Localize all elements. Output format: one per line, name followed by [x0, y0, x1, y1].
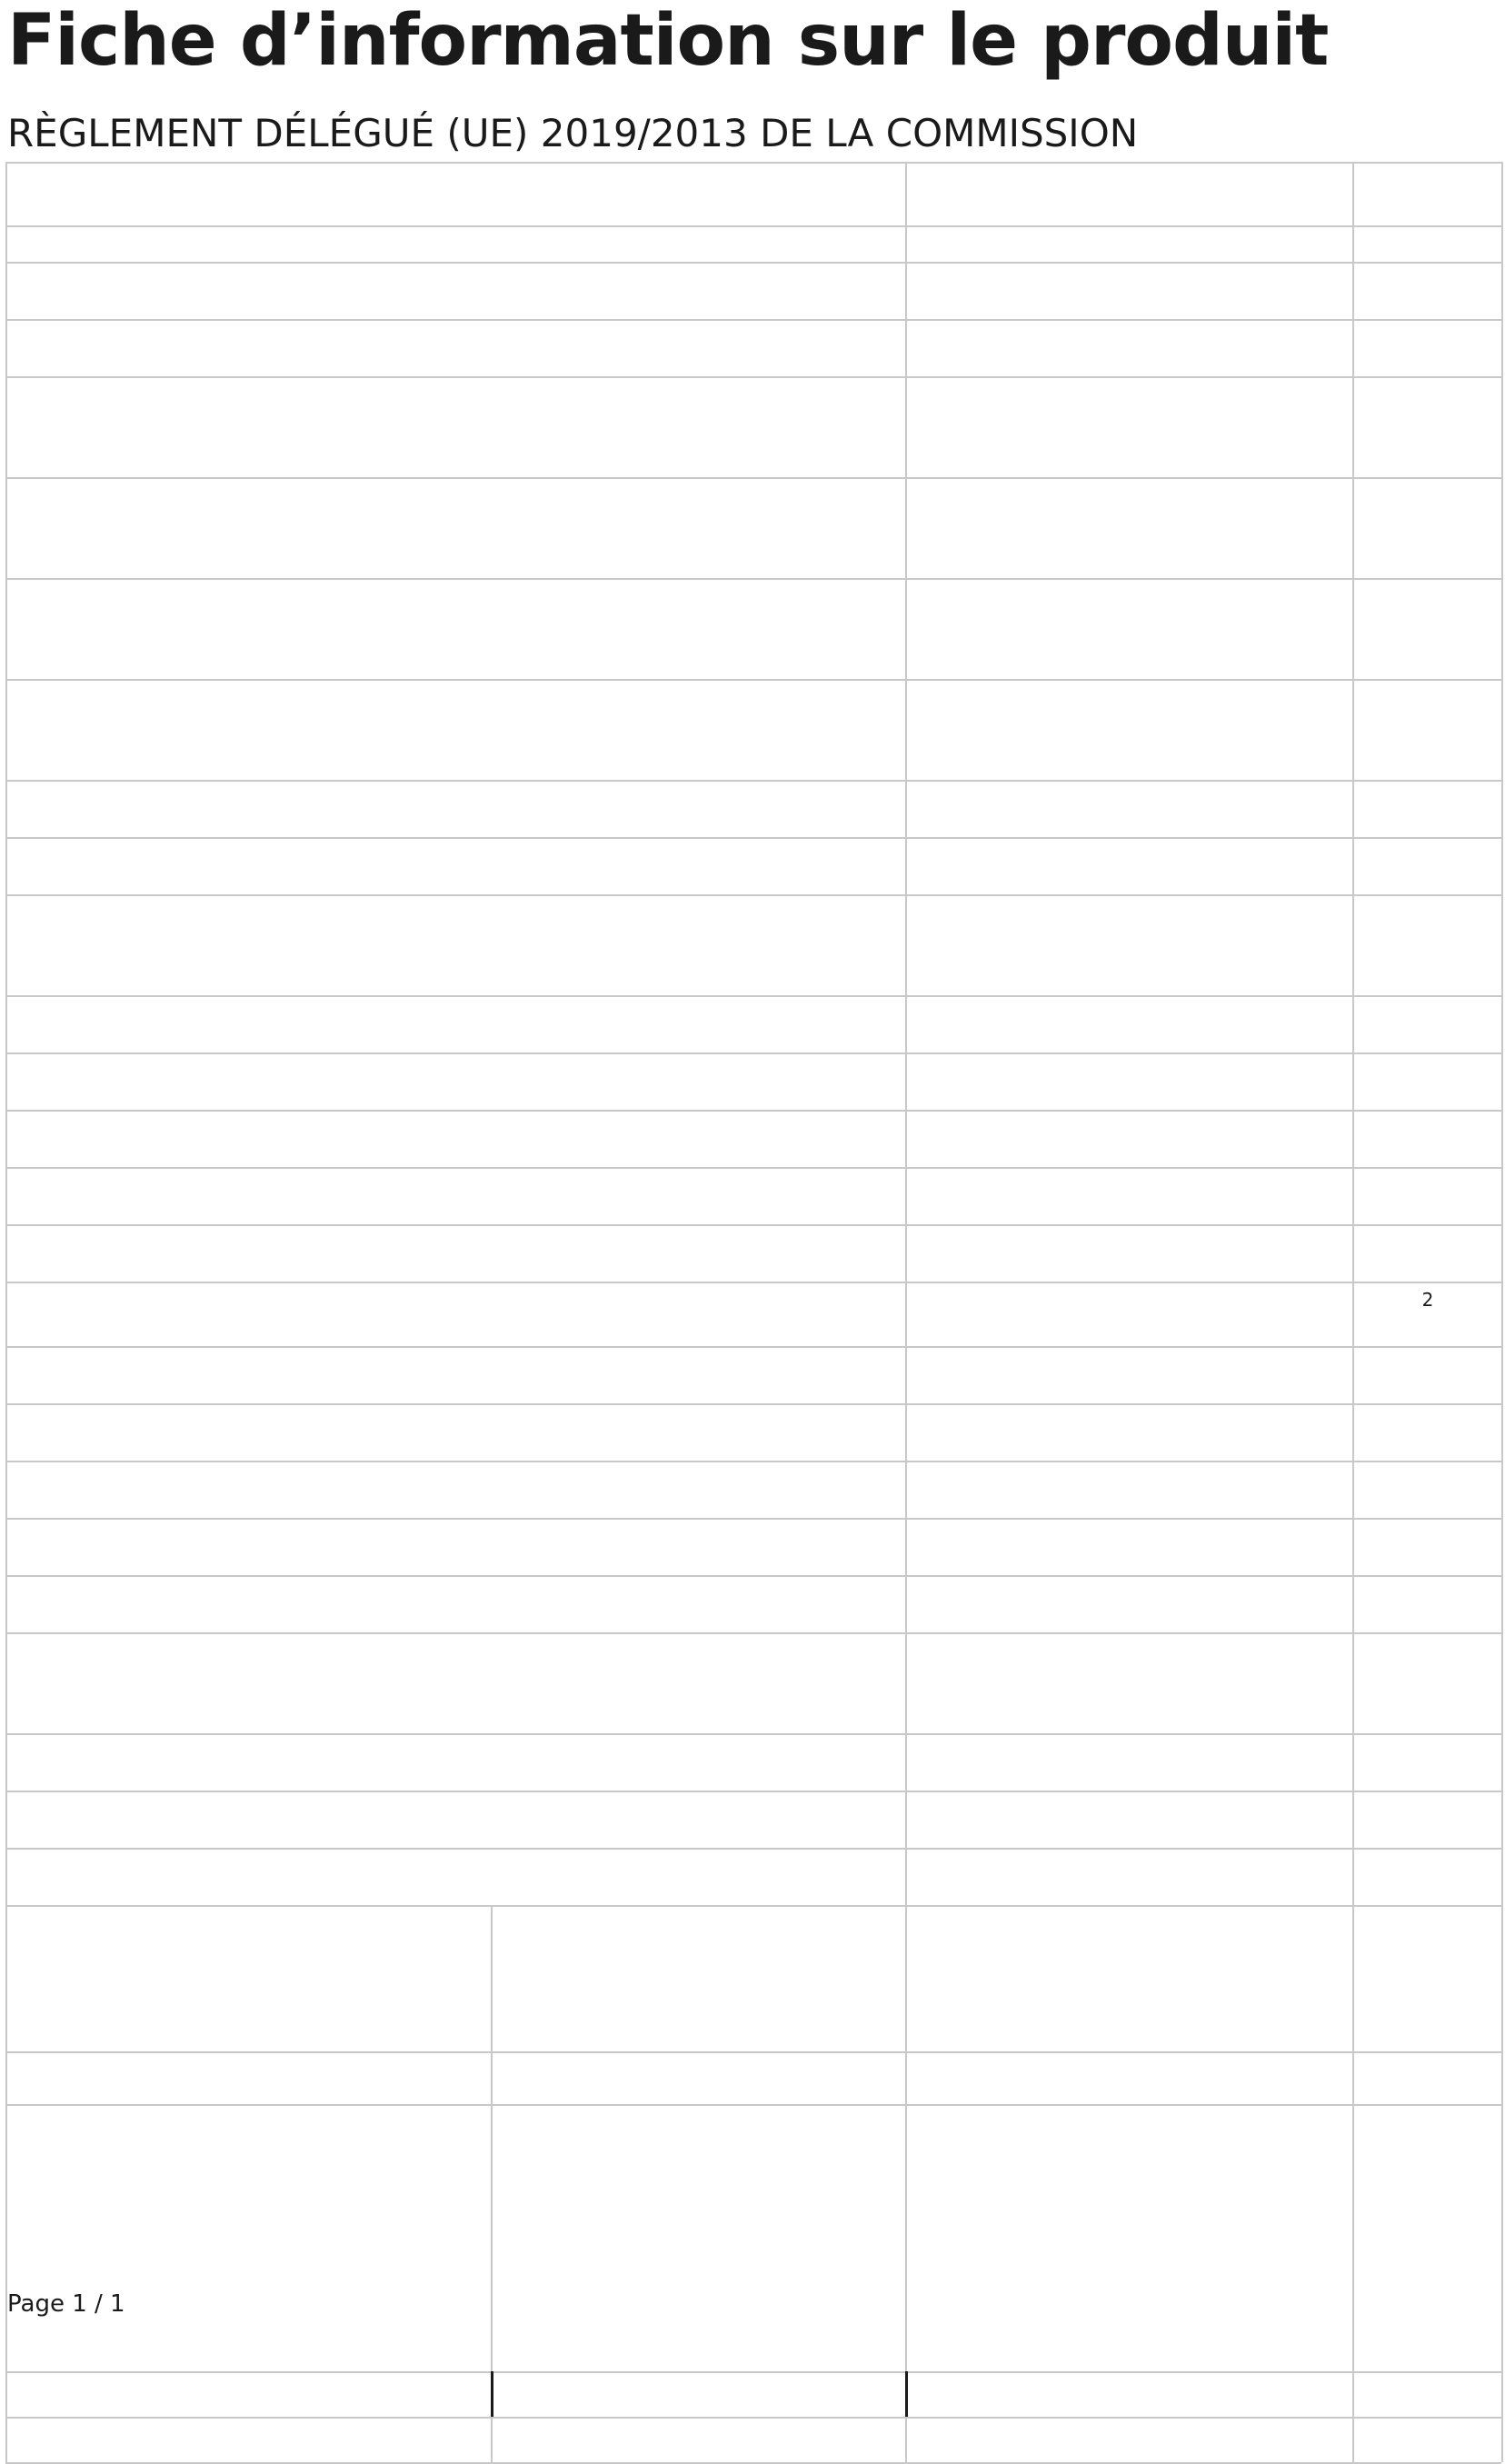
row-divider	[5, 1224, 1501, 1226]
row-divider	[5, 2104, 1501, 2106]
unit-superscript: 2	[1421, 1288, 1434, 1311]
row-unit	[1291, 1288, 1505, 1349]
row-divider	[5, 1575, 1501, 1577]
row-divider	[5, 1518, 1501, 1520]
row-divider	[5, 679, 1501, 681]
row-divider	[5, 477, 1501, 479]
row-divider	[5, 1848, 1501, 1850]
regulation-subtitle: RÈGLEMENT DÉLÉGUÉ (UE) 2019/2013 DE LA COMMISSION	[7, 111, 1139, 155]
row-divider	[5, 1461, 1501, 1462]
column-divider	[1352, 162, 1354, 2462]
row-divider	[5, 995, 1501, 997]
row-divider	[5, 2051, 1501, 2053]
row-divider	[5, 1791, 1501, 1792]
column-divider	[1501, 162, 1503, 2462]
column-divider	[905, 162, 907, 2462]
row-divider	[5, 1110, 1501, 1112]
page-title: Fiche d’information sur le produit	[7, 0, 1329, 82]
column-divider	[5, 162, 7, 2462]
row-divider	[5, 2371, 1501, 2373]
row-divider	[5, 2417, 1501, 2419]
row-divider	[5, 780, 1501, 782]
row-divider	[5, 376, 1501, 378]
row-divider	[5, 225, 1501, 227]
row-divider	[5, 162, 1501, 164]
column-divider	[905, 2371, 908, 2417]
row-divider	[5, 319, 1501, 321]
row-divider	[5, 1052, 1501, 1054]
row-divider	[5, 1632, 1501, 1634]
row-divider	[5, 1346, 1501, 1348]
row-divider	[5, 1403, 1501, 1405]
row-divider	[5, 578, 1501, 580]
page-footer: Page 1 / 1	[7, 2290, 125, 2318]
row-divider	[5, 1905, 1501, 1907]
row-divider	[5, 1733, 1501, 1735]
row-divider	[5, 262, 1501, 264]
column-divider	[491, 2371, 493, 2417]
row-divider	[5, 1282, 1501, 1283]
row-divider	[5, 837, 1501, 839]
row-divider	[5, 894, 1501, 896]
row-divider	[5, 1167, 1501, 1169]
